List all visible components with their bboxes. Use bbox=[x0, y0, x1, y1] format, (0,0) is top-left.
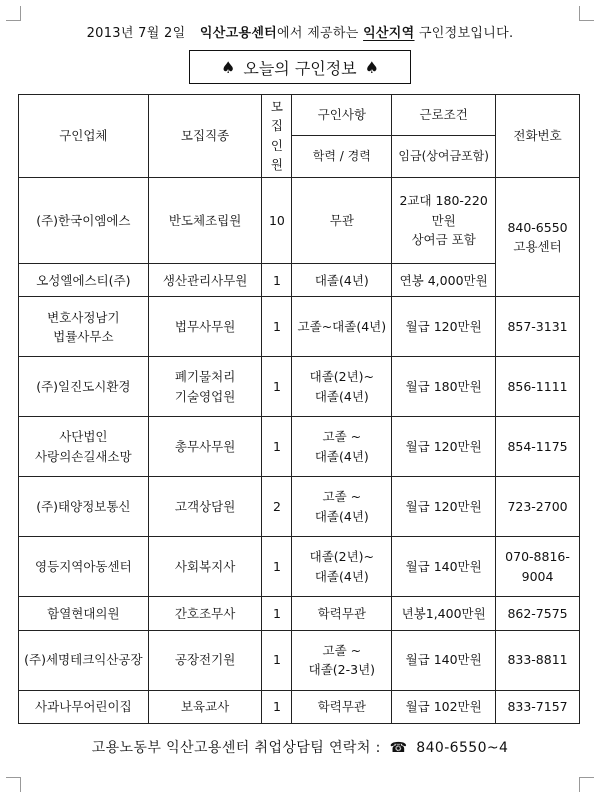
company-cell: (주)세명테크익산공장 bbox=[19, 630, 149, 690]
job-cell: 공장전기원 bbox=[148, 630, 262, 690]
count-cell: 10 bbox=[262, 177, 292, 264]
table-row bbox=[19, 597, 580, 630]
header-count: 모집 인원 bbox=[262, 95, 292, 178]
title-text: 오늘의 구인정보 bbox=[243, 58, 357, 78]
crop-mark-top-right bbox=[579, 6, 594, 21]
table-row bbox=[19, 537, 580, 597]
wage-cell: 월급 140만원 bbox=[392, 537, 496, 597]
edu-cell: 고졸 ~ 대졸(2-3년) bbox=[292, 630, 392, 690]
edu-cell: 대졸(4년) bbox=[292, 264, 392, 297]
table-header-row bbox=[19, 95, 580, 136]
job-cell: 생산관리사무원 bbox=[148, 264, 262, 297]
phone-cell: 723-2700 bbox=[496, 477, 580, 537]
count-cell: 1 bbox=[262, 690, 292, 723]
table-row bbox=[19, 477, 580, 537]
table-row bbox=[19, 264, 580, 297]
edu-cell: 고졸 ~ 대졸(4년) bbox=[292, 417, 392, 477]
phone-cell: 070-8816- 9004 bbox=[496, 537, 580, 597]
table-row bbox=[19, 177, 580, 264]
job-cell: 고객상담원 bbox=[148, 477, 262, 537]
count-cell: 1 bbox=[262, 264, 292, 297]
phone-cell: 833-8811 bbox=[496, 630, 580, 690]
company-cell: 사과나무어린이집 bbox=[19, 690, 149, 723]
job-cell: 반도체조립원 bbox=[148, 177, 262, 264]
count-cell: 1 bbox=[262, 357, 292, 417]
footer-number: 840-6550~4 bbox=[416, 740, 509, 756]
crop-mark-bottom-right bbox=[579, 777, 594, 792]
header-conditions: 근로조건 bbox=[392, 95, 496, 136]
edu-cell: 학력무관 bbox=[292, 690, 392, 723]
count-cell: 1 bbox=[262, 297, 292, 357]
wage-cell: 월급 102만원 bbox=[392, 690, 496, 723]
edu-cell: 대졸(2년)~ 대졸(4년) bbox=[292, 537, 392, 597]
company-cell: 사단법인 사랑의손길새소망 bbox=[19, 417, 149, 477]
header-job: 모집직종 bbox=[148, 95, 262, 178]
job-cell: 간호조무사 bbox=[148, 597, 262, 630]
header-phone: 전화번호 bbox=[496, 95, 580, 178]
job-cell: 폐기물처리 기술영업원 bbox=[148, 357, 262, 417]
count-cell: 1 bbox=[262, 537, 292, 597]
header-requirements: 구인사항 bbox=[292, 95, 392, 136]
header-date: 2013년 7월 2일 bbox=[86, 26, 186, 41]
phone-cell: 854-1175 bbox=[496, 417, 580, 477]
wage-cell: 월급 120만원 bbox=[392, 417, 496, 477]
phone-cell: 862-7575 bbox=[496, 597, 580, 630]
footer-text: 고용노동부 익산고용센터 취업상담팀 연락처 : bbox=[91, 740, 381, 756]
edu-cell: 학력무관 bbox=[292, 597, 392, 630]
table-row bbox=[19, 630, 580, 690]
crop-mark-bottom-left bbox=[6, 777, 21, 792]
crop-mark-top-left bbox=[6, 6, 21, 21]
company-cell: 오성엘에스티(주) bbox=[19, 264, 149, 297]
company-cell: (주)태양정보통신 bbox=[19, 477, 149, 537]
phone-cell: 856-1111 bbox=[496, 357, 580, 417]
phone-cell: 857-3131 bbox=[496, 297, 580, 357]
edu-cell: 무관 bbox=[292, 177, 392, 264]
header-tail: 구인정보입니다. bbox=[418, 26, 514, 41]
wage-cell: 년봉1,400만원 bbox=[392, 597, 496, 630]
header-wage: 임금(상여금포함) bbox=[392, 136, 496, 177]
header-company: 구인업체 bbox=[19, 95, 149, 178]
wage-cell: 월급 120만원 bbox=[392, 477, 496, 537]
footer-contact bbox=[0, 737, 600, 757]
wage-cell: 월급 180만원 bbox=[392, 357, 496, 417]
company-cell: 함열현대의원 bbox=[19, 597, 149, 630]
table-row bbox=[19, 417, 580, 477]
wage-cell: 월급 120만원 bbox=[392, 297, 496, 357]
table-row bbox=[19, 297, 580, 357]
job-cell: 법무사무원 bbox=[148, 297, 262, 357]
company-cell: (주)일진도시환경 bbox=[19, 357, 149, 417]
table-row bbox=[19, 690, 580, 723]
wage-cell: 2교대 180-220만원 상여금 포함 bbox=[392, 177, 496, 264]
company-cell: 변호사정남기 법률사무소 bbox=[19, 297, 149, 357]
count-cell: 2 bbox=[262, 477, 292, 537]
page-title bbox=[189, 50, 411, 84]
header-region: 익산지역 bbox=[363, 26, 415, 41]
job-cell: 보육교사 bbox=[148, 690, 262, 723]
job-cell: 총무사무원 bbox=[148, 417, 262, 477]
edu-cell: 고졸 ~ 대졸(4년) bbox=[292, 477, 392, 537]
header-edu: 학력 / 경력 bbox=[292, 136, 392, 177]
spade-icon: ♠ bbox=[221, 57, 236, 77]
phone-cell: 833-7157 bbox=[496, 690, 580, 723]
merged-phone-cell: 840-6550 고용센터 bbox=[496, 177, 580, 297]
job-cell: 사회복지사 bbox=[148, 537, 262, 597]
edu-cell: 고졸~대졸(4년) bbox=[292, 297, 392, 357]
count-cell: 1 bbox=[262, 630, 292, 690]
company-cell: (주)한국이엠에스 bbox=[19, 177, 149, 264]
spade-icon: ♠ bbox=[364, 57, 379, 77]
header-mid: 에서 제공하는 bbox=[277, 26, 359, 41]
phone-icon: ☎ bbox=[389, 740, 408, 756]
header-center: 익산고용센터 bbox=[199, 26, 278, 41]
header-line bbox=[0, 22, 600, 41]
job-table bbox=[18, 94, 580, 724]
count-cell: 1 bbox=[262, 597, 292, 630]
edu-cell: 대졸(2년)~ 대졸(4년) bbox=[292, 357, 392, 417]
count-cell: 1 bbox=[262, 417, 292, 477]
wage-cell: 연봉 4,000만원 bbox=[392, 264, 496, 297]
table-row bbox=[19, 357, 580, 417]
wage-cell: 월급 140만원 bbox=[392, 630, 496, 690]
company-cell: 영등지역아동센터 bbox=[19, 537, 149, 597]
